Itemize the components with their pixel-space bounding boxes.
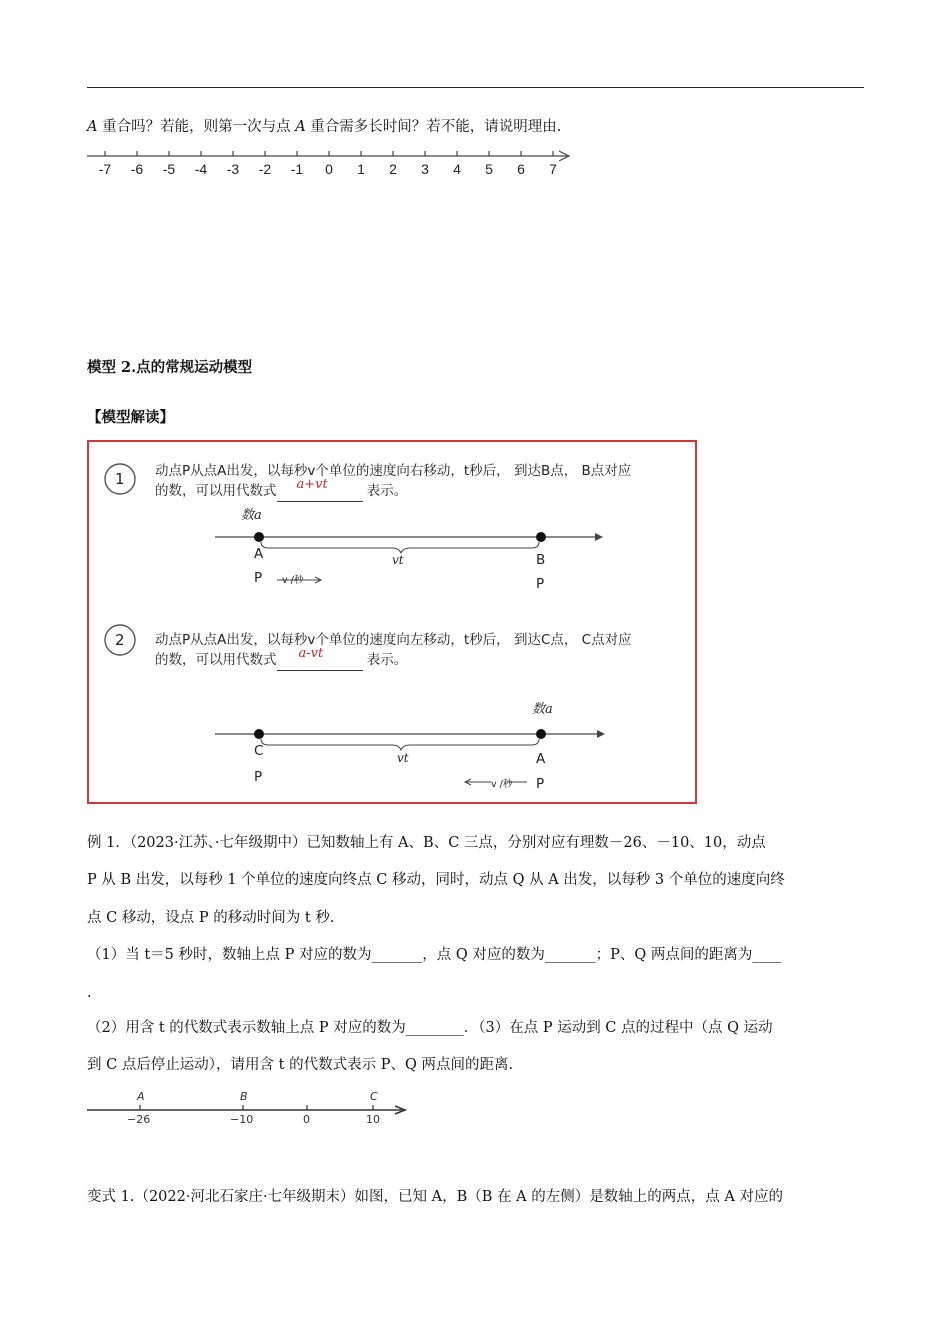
case-1-label-b: B [536,552,546,568]
case-1-label-p-end: P [536,576,545,592]
example-1-line-1: 例 1．（2023·江苏、·七年级期中）已知数轴上有 A、B、C 三点，分别对应有理数－26、－10、10，动点 [87,835,766,851]
nl2-value-neg10: −10 [230,1113,254,1126]
nl1-tick-label: 1 [357,161,365,177]
nl2-value-0: 0 [303,1113,310,1126]
nl1-tick-label: -1 [290,161,304,177]
nl1-tick-label: 7 [549,161,557,177]
case-2-number: 2 [115,631,125,649]
example-1-question-1-end: . [87,985,92,1001]
example-1-question-3-cont: 到 C 点后停止运动），请用含 t 的代数式表示 P、Q 两点间的距离. [87,1057,514,1073]
case-1-line-2: 的数，可以用代数式 a+vt 表示。 [155,481,407,502]
case-1-diagram [209,522,609,602]
case-1-speed: v /秒 [282,575,304,586]
point-a2-dot [536,729,546,739]
nl1-tick-label: 0 [325,161,333,177]
case-1-label-num-a: 数a [241,508,262,523]
nl1-tick-label: -6 [130,161,144,177]
case-1-label-a: A [254,546,264,562]
case-1-label-p-start: P [254,570,263,586]
case-1-number: 1 [115,470,125,488]
case-1-line-1: 动点P从点A出发，以每秒v个单位的速度向右移动，t秒后， 到达B点， B点对应 [155,463,632,479]
case-2-diagram [209,719,609,799]
nl1-tick-label: 2 [389,161,397,177]
case-2-line-1: 动点P从点A出发，以每秒v个单位的速度向左移动，t秒后， 到达C点， C点对应 [155,632,632,648]
point-a-dot [254,532,264,542]
nl1-tick-label: -4 [194,161,208,177]
nl1-tick-label: 4 [453,161,461,177]
nl1-tick-label: -5 [162,161,176,177]
continued-question: A 重合吗？若能，则第一次与点 A 重合需多长时间？若不能，请说明理由. [87,119,562,135]
example-1-line-3: 点 C 移动，设点 P 的移动时间为 t 秒. [87,910,335,926]
variant-1-line-1: 变式 1.（2022·河北石家庄·七年级期末）如图，已知 A，B（B 在 A 的左侧）是数轴上的两点，点 A 对应的 [87,1189,783,1205]
model-heading: 模型 2.点的常规运动模型 [87,359,253,376]
example-1-question-2-3: （2）用含 t 的代数式表示数轴上点 P 对应的数为________．（3）在点 P 运动到 C 点的过程中（点 Q 运动 [87,1020,773,1036]
nl1-tick-label: -7 [98,161,112,177]
case-2-label-c: C [254,743,264,759]
point-c-dot [254,729,264,739]
example-1-question-1: （1）当 t＝5 秒时，数轴上点 P 对应的数为_______，点 Q 对应的数为_______；P、Q 两点间的距离为____ [87,947,782,963]
nl1-tick-label: 5 [485,161,493,177]
nl2-value-10: 10 [366,1113,380,1126]
number-line-2 [87,1088,417,1128]
case-2-label-p-start: P [536,776,545,792]
header-rule [87,87,864,88]
case-2-label-p-end: P [254,769,263,785]
model-reading-heading: 【模型解读】 [87,409,174,426]
case-2-label-num-a: 数a [532,702,553,717]
nl1-tick-label: 3 [421,161,429,177]
nl2-label-c: C [370,1090,378,1103]
case-2-label-a: A [536,751,546,767]
example-1-line-2: P 从 B 出发，以每秒 1 个单位的速度向终点 C 移动，同时，动点 Q 从 A 出发，以每秒 3 个单位的速度向终 [87,872,785,888]
point-b-dot [536,532,546,542]
case-2-line-2: 的数，可以用代数式 a-vt 表示。 [155,650,407,671]
nl1-tick-label: -2 [258,161,272,177]
case-2-speed: v /秒 [491,779,513,790]
nl1-tick-label: 6 [517,161,525,177]
case-2-label-vt: vt [397,751,409,765]
number-line-1 [87,145,577,181]
model-figure-box [87,440,697,804]
nl2-label-a: A [137,1090,145,1103]
case-1-label-vt: vt [392,553,404,567]
nl1-tick-label: -3 [226,161,240,177]
nl2-label-b: B [240,1090,248,1103]
nl2-value-neg26: −26 [127,1113,151,1126]
